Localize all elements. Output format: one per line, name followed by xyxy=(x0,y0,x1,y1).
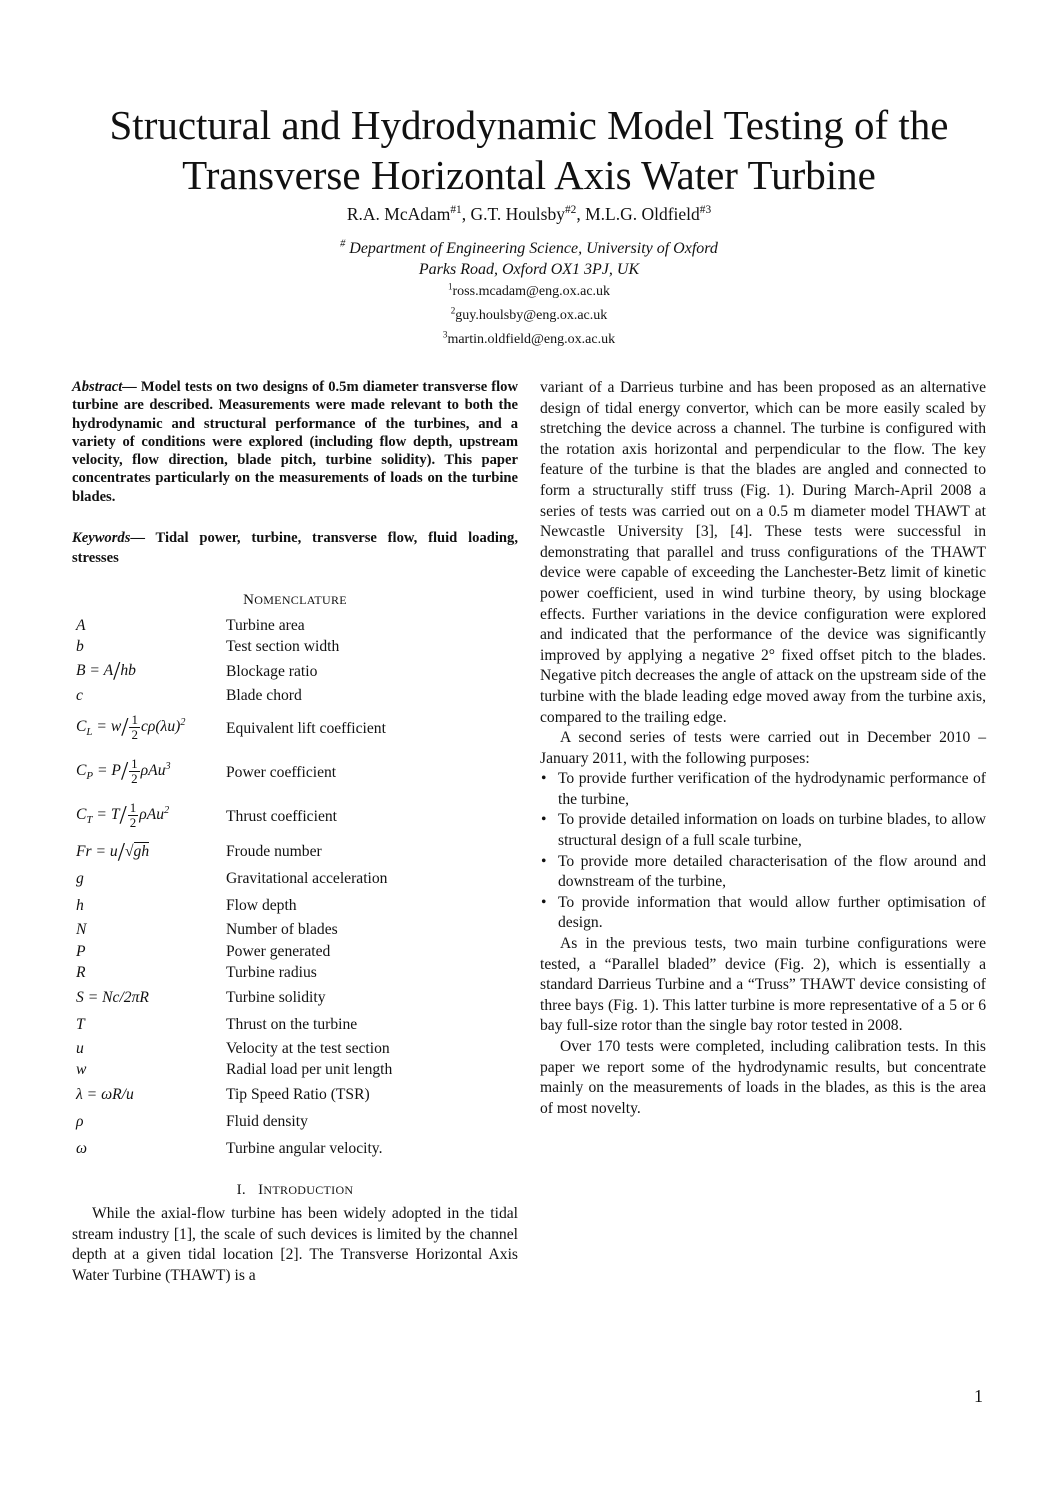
email-3 xyxy=(40,329,1018,348)
nom-desc: Thrust on the turbine xyxy=(226,1015,358,1033)
affiliation-line-1: Department of Engineering Science, University of Oxford xyxy=(349,240,718,257)
affiliation-line-2: Parks Road, Oxford OX1 3PJ, UK xyxy=(418,261,640,278)
keywords-label: Keywords xyxy=(72,530,131,547)
nom-desc: Turbine solidity xyxy=(226,988,326,1006)
abstract xyxy=(72,378,518,506)
nom-desc: Thrust coefficient xyxy=(226,807,337,825)
nom-symbol: ρ xyxy=(76,1112,84,1130)
author-2-sup: #2 xyxy=(564,204,577,217)
nomenclature-row xyxy=(72,615,518,637)
abstract-text: Model tests on two designs of 0.5m diameter transverse flow turbine are described. Measurements were made relevant to both the hydrodynamic and structural performance of the turbines, and a variety of conditions were explored (including flow depth, upstream velocity, flow direction, blade pitch, turbine solidity). This paper concentrates particularly on the measurements of loads on the turbine blades. xyxy=(72,379,518,505)
email-1-address: ross.mcadam@eng.ox.ac.uk xyxy=(452,284,611,299)
nomenclature-row xyxy=(72,1011,518,1038)
affiliation-mark: # xyxy=(340,238,346,250)
email-2-address: guy.houlsby@eng.ox.ac.uk xyxy=(455,308,608,323)
nom-symbol: N xyxy=(76,921,87,939)
email-3-sup: 3 xyxy=(442,329,448,340)
list-item: • To provide information that would allow further optimisation of design. xyxy=(558,893,986,934)
nom-desc: Turbine area xyxy=(226,616,305,634)
nomenclature-row xyxy=(72,1038,518,1060)
nom-symbol-solidity: S = Nc/2πR xyxy=(76,988,149,1006)
nomenclature-row xyxy=(72,636,518,658)
nom-desc: Power coefficient xyxy=(226,763,337,781)
nom-symbol-power: $C_P = P/$ $\frac{1}{2}$ ρAu$^3$ xyxy=(76,756,171,787)
author-3-sup: #3 xyxy=(699,204,712,217)
nomenclature-row xyxy=(72,685,518,707)
introduction-heading-number: I. xyxy=(236,1181,246,1198)
nomenclature-row xyxy=(72,794,518,838)
nom-symbol-tsr: λ = ωR/u xyxy=(76,1085,134,1103)
intro-paragraph-3: As in the previous tests, two main turbine configurations were tested, a “Parallel bladed” device (Fig. 2), which is essentially a standard Darrieus Turbine and a “Truss” THAWT device consisting of three bays (Fig. 1). This latter turbine is more representative of a 5 or 6 bay full-size rotor than the single bay rotor tested in 2008. xyxy=(540,935,986,1035)
list-item: • To provide further verification of the hydrodynamic performance of the turbine, xyxy=(558,769,986,810)
nom-symbol: ω xyxy=(76,1139,88,1157)
nom-symbol-blockage: B = A/hb xyxy=(76,656,136,686)
nom-symbol: g xyxy=(76,870,84,888)
nom-symbol: c xyxy=(76,686,83,704)
nomenclature-row xyxy=(72,1108,518,1135)
right-column xyxy=(540,378,986,1119)
nomenclature-row xyxy=(72,1059,518,1081)
intro-paragraph-4: Over 170 tests were completed, including calibration tests. In this paper we report some of the hydrodynamic results, but concentrate mainly on the measurements of loads in the blades, as this is the area of most novelty. xyxy=(540,1038,986,1117)
nom-symbol: w xyxy=(76,1061,87,1079)
left-column xyxy=(72,378,518,1287)
author-list: R.A. McAdam$^{\#1}$, G.T. Houlsby$^{\#2}$, M.L.G. Oldfield$^{\#3}$ xyxy=(346,204,712,224)
introduction-heading xyxy=(72,1180,518,1201)
nom-desc: Gravitational acceleration xyxy=(226,870,388,888)
nomenclature-table xyxy=(72,615,518,1162)
nomenclature-row xyxy=(72,706,518,750)
email-2-sup: 2 xyxy=(450,305,456,316)
nom-symbol: u xyxy=(76,1039,84,1057)
nomenclature-row xyxy=(72,962,518,984)
nomenclature-heading xyxy=(72,590,518,611)
nom-desc: Number of blades xyxy=(226,921,338,939)
nom-desc: Test section width xyxy=(226,638,340,656)
paper-title xyxy=(40,100,1018,200)
nom-desc: Blade chord xyxy=(226,686,302,704)
introduction-heading-rest: NTRODUCTION xyxy=(263,1182,354,1197)
nomenclature-row xyxy=(72,984,518,1011)
nom-symbol: b xyxy=(76,638,84,656)
author-1-sup: #1 xyxy=(450,204,462,217)
nom-symbol: T xyxy=(76,1015,85,1033)
intro-paragraph-1-continued: variant of a Darrieus turbine and has been proposed as an alternative design of tidal energy convertor, which can be more easily scaled by stretching the device across a channel. The turbine is configured with the rotation axis horizontal and perpendicular to the flow. The key feature of the turbine is that the blades are angled and connected to form a structurally stiff truss (Fig. 1). During March-April 2008 a series of tests was carried out on a 0.5 m diameter model THAWT at Newcastle University [3], [4]. These tests were successful in demonstrating that parallel and truss configurations of the THAWT device were capable of exceeding the Lanchester-Betz limit of kinetic power coefficient, used in wind turbine theory, by using blockage effects. Further variations in the device configuration were explored and indicated that the performance of the device was significantly improved by applying a negative 2° fixed offset pitch to the blades. Negative pitch decreases the angle of attack on the upstream side of the turbine with the blade leading edge moved away from the turbine axis, compared to the trailing edge. xyxy=(540,379,986,726)
title-line-2: Transverse Horizontal Axis Water Turbine xyxy=(182,152,876,198)
keywords-text: — Tidal power, turbine, transverse flow, fluid loading, stresses xyxy=(72,530,518,567)
author-2: G.T. Houlsby xyxy=(470,204,565,224)
nom-symbol: h xyxy=(76,897,84,915)
email-1-sup: 1 xyxy=(447,281,453,292)
nom-desc: Equivalent lift coefficient xyxy=(226,719,386,737)
nom-symbol: P xyxy=(76,942,86,960)
nomenclature-heading-rest: OMENCLATURE xyxy=(254,593,347,608)
nom-symbol-lift: $C_L = w/$ $\frac{1}{2}$ $c\rho(\lambda u)^2$ xyxy=(76,712,186,743)
nomenclature-row xyxy=(72,750,518,794)
nomenclature-row xyxy=(72,1135,518,1162)
nom-desc: Radial load per unit length xyxy=(226,1061,393,1079)
nom-symbol-froude: Fr = u/√gh xyxy=(76,837,150,867)
nomenclature-row xyxy=(72,941,518,963)
intro-paragraph-2: A second series of tests were carried out in December 2010 – January 2011, with the following purposes: xyxy=(540,729,986,767)
email-1 xyxy=(40,281,1018,300)
nom-symbol: A xyxy=(76,616,86,634)
keywords xyxy=(72,528,518,568)
introduction-heading-first: I xyxy=(258,1181,264,1198)
nom-desc: Fluid density xyxy=(226,1112,308,1130)
author-1: R.A. McAdam xyxy=(346,204,451,224)
intro-paragraph-1: While the axial-flow turbine has been widely adopted in the tidal stream industry [1], the scale of such devices is limited by the channel depth at a given tidal location [2]. The Transverse Horizontal Axis Water Turbine (THAWT) is a xyxy=(72,1205,518,1285)
affiliation xyxy=(40,238,1018,280)
nomenclature-row xyxy=(72,865,518,892)
email-3-address: martin.oldfield@eng.ox.ac.uk xyxy=(447,332,616,347)
nom-desc: Turbine radius xyxy=(226,964,317,982)
title-line-1: Structural and Hydrodynamic Model Testing of the xyxy=(109,102,949,148)
nomenclature-heading-first: N xyxy=(243,592,255,609)
nom-symbol: R xyxy=(76,964,86,982)
nom-desc: Turbine angular velocity. xyxy=(226,1139,383,1157)
list-item: • To provide more detailed characterisation of the flow around and downstream of the turbine, xyxy=(558,852,986,893)
nomenclature-row xyxy=(72,919,518,941)
email-2 xyxy=(40,305,1018,324)
nom-desc: Froude number xyxy=(226,843,322,861)
page-number: 1 xyxy=(974,1386,983,1406)
nom-desc: Power generated xyxy=(226,942,331,960)
purpose-list xyxy=(540,769,986,934)
nom-desc: Velocity at the test section xyxy=(226,1039,390,1057)
abstract-label: Abstract— xyxy=(72,379,137,395)
nom-desc: Flow depth xyxy=(226,897,297,915)
list-item: • To provide detailed information on loads on turbine blades, to allow structural design of a full scale turbine, xyxy=(558,810,986,851)
nomenclature-row xyxy=(72,658,518,685)
nom-desc: Tip Speed Ratio (TSR) xyxy=(226,1085,370,1103)
nom-symbol-thrust: $C_T = T/$ $\frac{1}{2}$ ρAu$^2$ xyxy=(76,800,170,831)
nomenclature-row xyxy=(72,892,518,919)
nomenclature-row xyxy=(72,1081,518,1108)
author-3: M.L.G. Oldfield xyxy=(585,204,700,224)
nomenclature-row xyxy=(72,838,518,865)
nom-desc: Blockage ratio xyxy=(226,662,318,680)
